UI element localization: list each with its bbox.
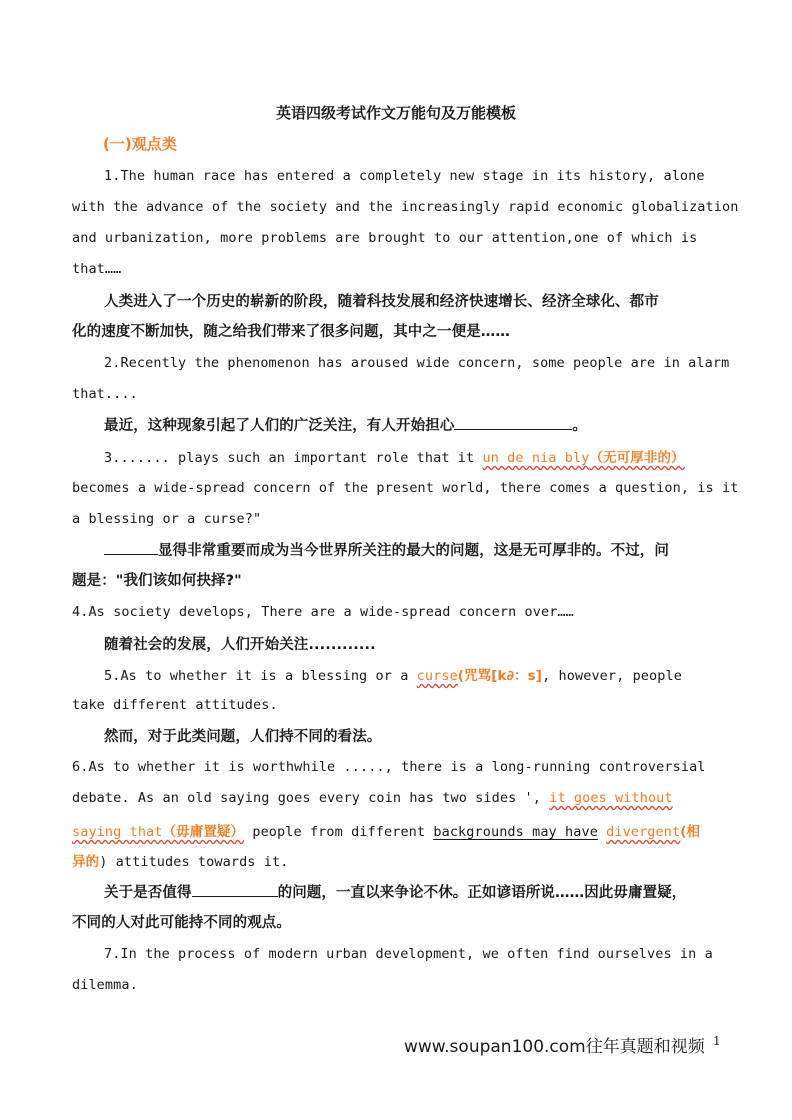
- translation-line: 不同的人对此可能持不同的观点。: [72, 915, 291, 931]
- sentence-text: people from different: [244, 824, 434, 840]
- translation-line: 题是："我们该如何抉择?": [72, 573, 242, 589]
- translation-text: 关于是否值得: [104, 885, 192, 901]
- highlighted-gloss: (相: [680, 824, 701, 840]
- translation-line: [104, 414, 587, 435]
- translation-text: 。: [572, 418, 588, 434]
- fill-in-blank: [104, 542, 158, 555]
- translation-line: 然而，对于此类问题，人们持不同的看法。: [104, 729, 382, 745]
- footer-url: www.soupan100.com往年真题和视频: [404, 1037, 705, 1057]
- paragraph-line: [72, 790, 673, 806]
- paragraph-line: that……: [72, 261, 122, 277]
- paragraph-line: [72, 850, 288, 870]
- paragraph-line: [104, 446, 685, 466]
- paragraph-line: becomes a wide-spread concern of the present world, there comes a question, is it: [72, 480, 739, 496]
- highlighted-phrase: it goes without: [549, 790, 673, 806]
- highlighted-gloss: （毋庸置疑）: [162, 824, 245, 840]
- translation-text: 显得非常重要而成为当今世界所关注的最大的问题，这是无可厚非的。不过，问: [158, 543, 669, 559]
- paragraph-line: a blessing or a curse?": [72, 511, 262, 527]
- highlighted-word: divergent: [606, 824, 681, 840]
- highlighted-gloss: （无可厚非的）: [589, 450, 685, 466]
- sentence-text: 3....... plays such an important role that it: [104, 450, 483, 466]
- sentence-text: , however, people: [542, 668, 682, 684]
- translation-line: 人类进入了一个历史的崭新的阶段，随着科技发展和经济快速增长、经济全球化、都市: [104, 294, 659, 310]
- paragraph-line: that....: [72, 386, 138, 402]
- document-title: 英语四级考试作文万能句及万能模板: [275, 104, 516, 122]
- translation-line: [104, 539, 669, 560]
- paragraph-line: 7.In the process of modern urban development, we often find ourselves in a: [104, 946, 713, 962]
- sentence-text: ) attitudes towards it.: [99, 854, 289, 870]
- translation-line: 化的速度不断加快，随之给我们带来了很多问题，其中之一便是……: [72, 324, 510, 340]
- section-heading: (一)观点类: [103, 135, 177, 153]
- highlighted-word: un de nia bly: [482, 450, 590, 466]
- fill-in-blank: [192, 884, 278, 897]
- translation-line: [104, 881, 686, 902]
- sentence-text: [598, 824, 606, 840]
- paragraph-line: dilemma.: [72, 977, 138, 993]
- underlined-phrase: backgrounds may have: [433, 824, 598, 840]
- paragraph-line: [104, 664, 682, 684]
- paragraph-line: take different attitudes.: [72, 697, 278, 713]
- sentence-text: debate. As an old saying goes every coin has two sides ',: [72, 790, 550, 806]
- paragraph-line: 6.As to whether it is worthwhile ....., there is a long-running controversial: [72, 759, 706, 775]
- paragraph-line: 2.Recently the phenomenon has aroused wide concern, some people are in alarm: [104, 355, 730, 371]
- fill-in-blank: [454, 417, 572, 430]
- highlighted-phrase: saying that: [72, 824, 163, 840]
- highlighted-gloss: 异的: [72, 854, 100, 870]
- paragraph-line: [72, 820, 700, 840]
- paragraph-line: and urbanization, more problems are brought to our attention,one of which is: [72, 230, 698, 246]
- paragraph-line: with the advance of the society and the increasingly rapid economic globalization: [72, 199, 739, 215]
- paragraph-line: 4.As society develops, There are a wide-spread concern over……: [72, 604, 574, 620]
- highlighted-word: curse: [416, 668, 458, 684]
- page-number: 1: [713, 1034, 721, 1048]
- paragraph-line: 1.The human race has entered a completely new stage in its history, alone: [104, 168, 705, 184]
- highlighted-gloss: (咒骂[k∂：s]: [457, 668, 543, 684]
- translation-text: 最近，这种现象引起了人们的广泛关注，有人开始担心: [104, 418, 455, 434]
- translation-line: 随着社会的发展，人们开始关注............: [104, 637, 376, 653]
- sentence-text: 5.As to whether it is a blessing or a: [104, 668, 417, 684]
- translation-text: 的问题，一直以来争论不休。正如谚语所说……因此毋庸置疑，: [277, 885, 687, 901]
